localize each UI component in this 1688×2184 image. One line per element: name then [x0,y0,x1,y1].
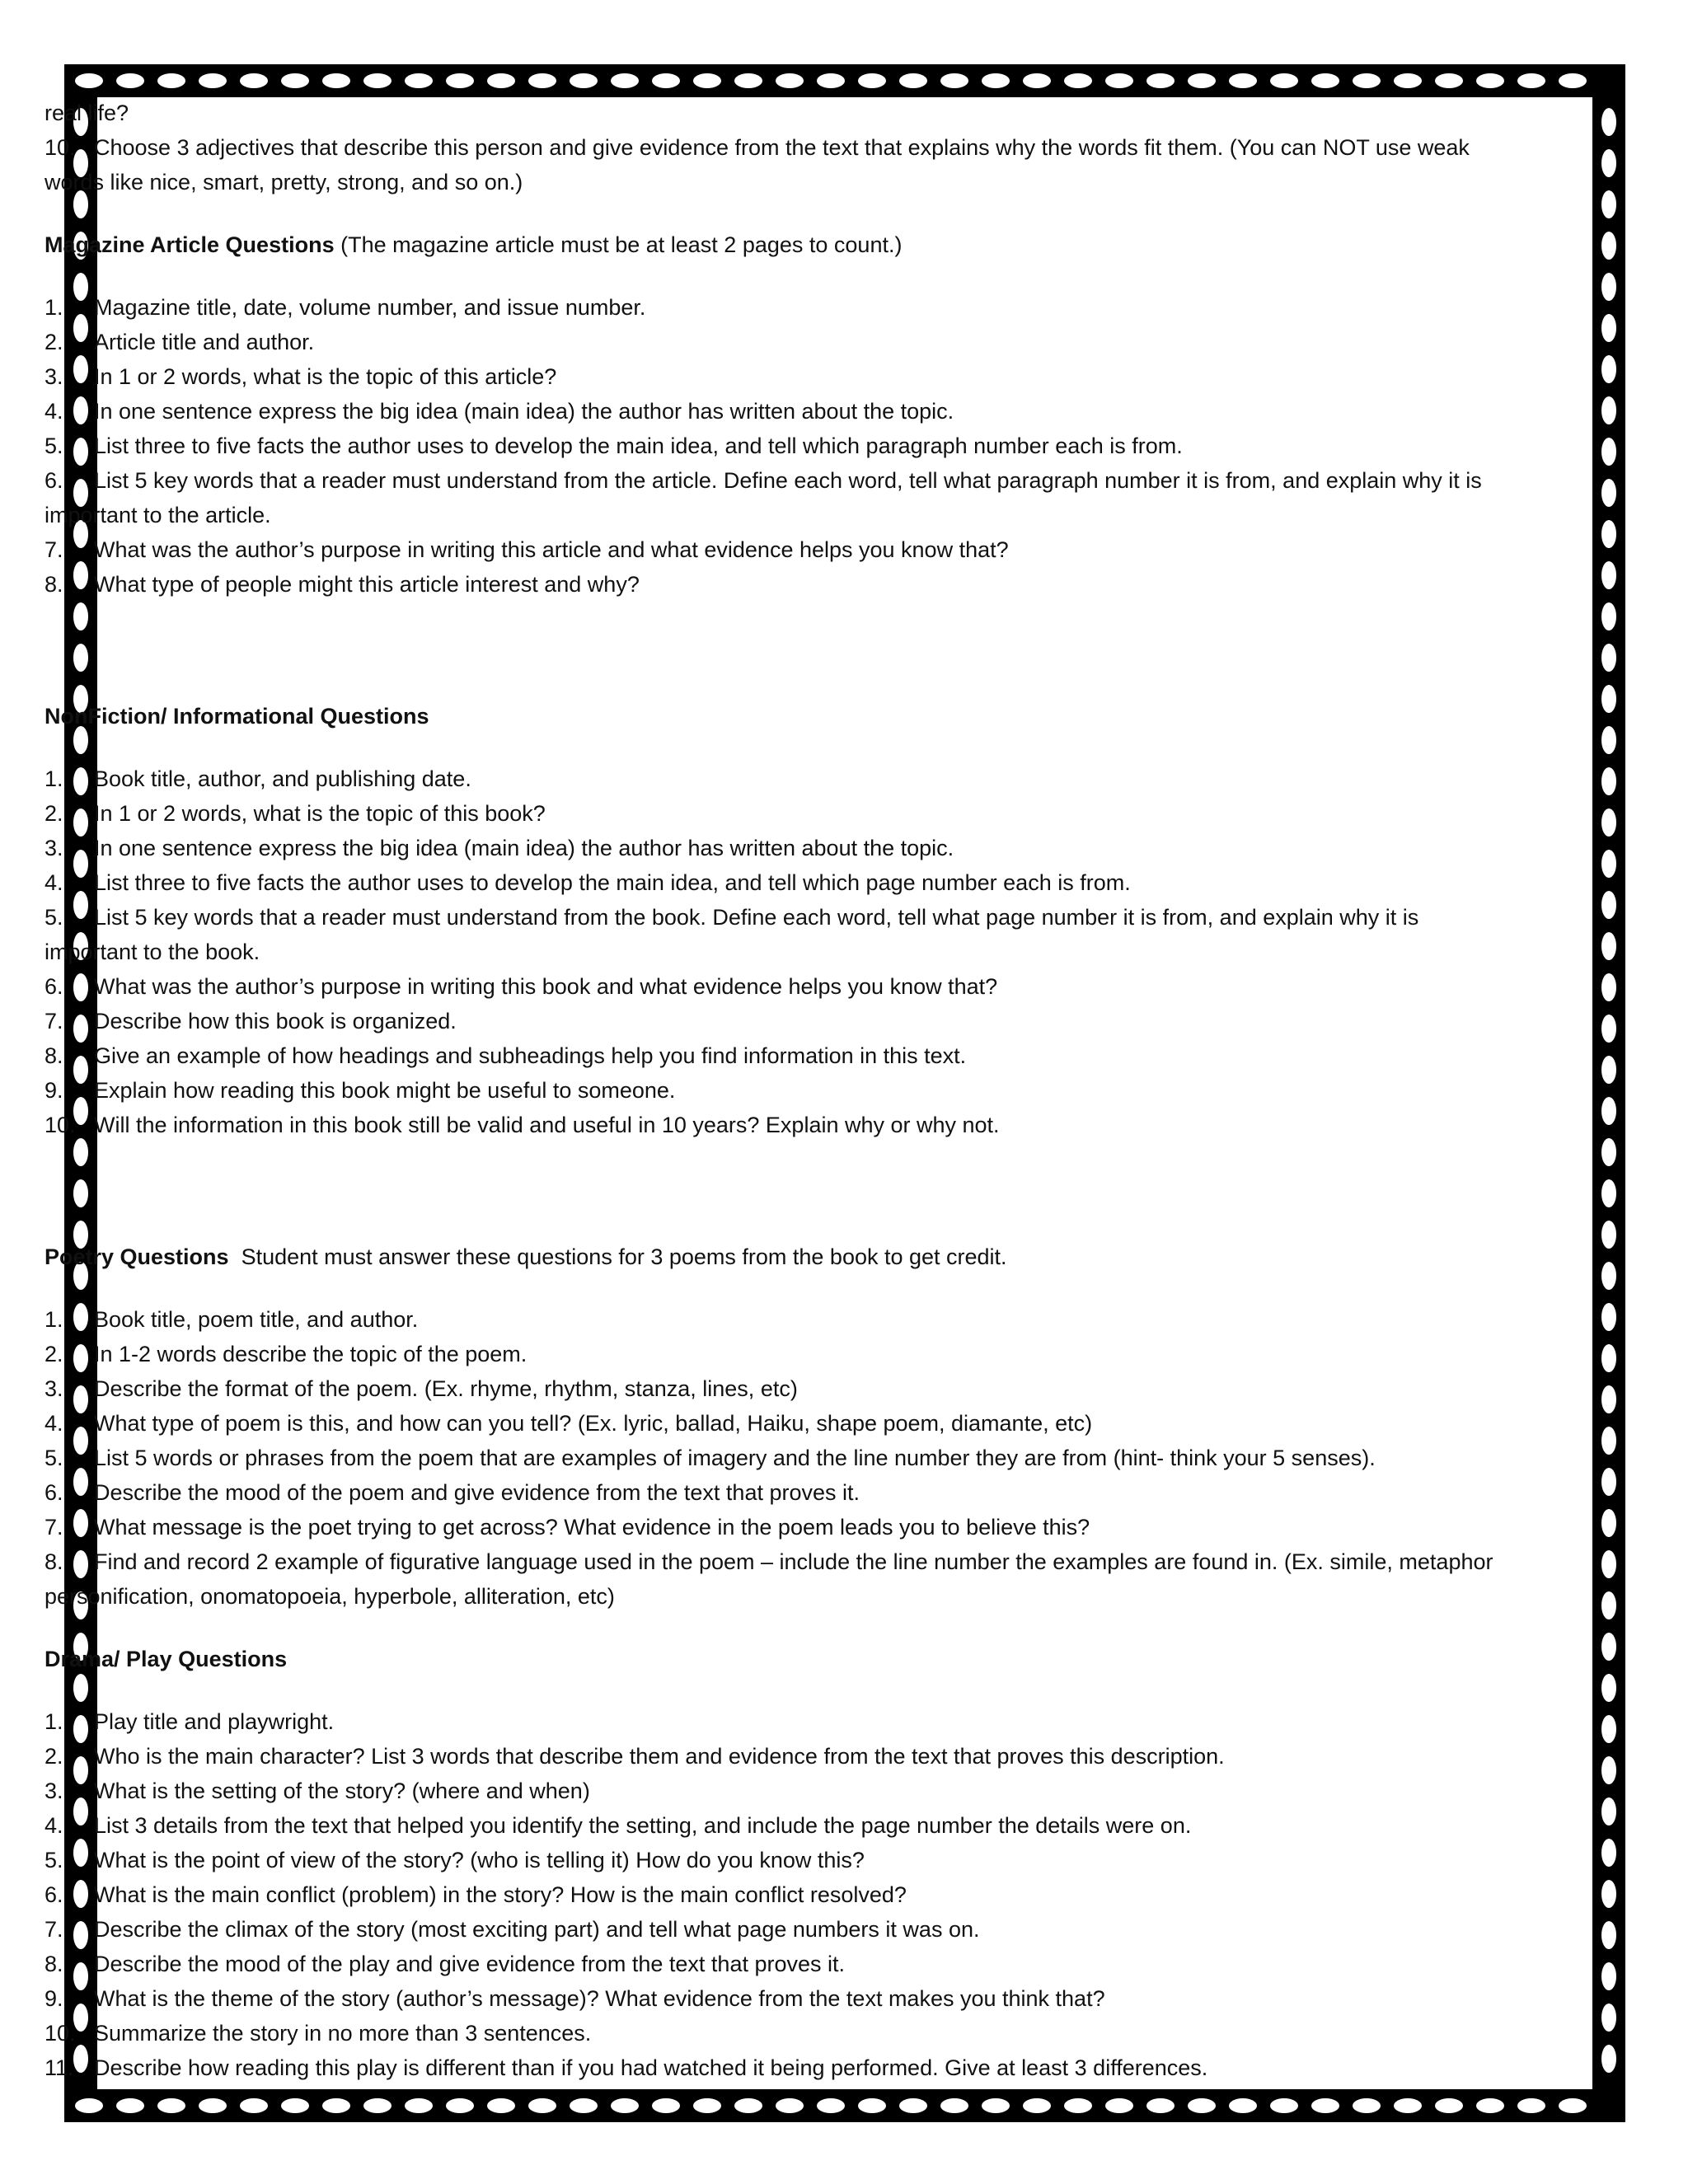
question-number: 10. [45,2021,76,2046]
border-oval [1146,73,1175,88]
question-item [45,1337,1594,1371]
border-oval [1476,2098,1504,2113]
border-oval [487,73,515,88]
question-item [45,1441,1594,1475]
question-item [45,1038,1594,1073]
magazine-section-heading [45,227,1594,262]
border-oval [693,2098,721,2113]
question-text: In 1-2 words describe the topic of the poem. [94,1342,528,1366]
border-oval [1601,1262,1616,1290]
border-oval [528,73,556,88]
question-text: List three to five facts the author uses to develop the main idea, and tell which paragraph number each is from. [94,434,1183,458]
border-oval [1601,355,1616,383]
section-title: NonFiction/ Informational Questions [45,704,429,729]
border-oval [858,2098,886,2113]
question-item [45,1739,1594,1774]
question-number: 5. [45,1848,63,1872]
border-oval [1601,644,1616,672]
question-text: What type of people might this article interest and why? [94,572,640,597]
worksheet-content [45,96,1594,2085]
question-text: Magazine title, date, volume number, and issue number. [94,295,646,320]
carryover-question-10 [45,130,1594,165]
poetry-question-list [45,1302,1594,1614]
border-oval [75,2098,103,2113]
question-continuation: important to the article. [45,503,271,527]
border-oval [1064,2098,1092,2113]
question-text: What was the author’s purpose in writing this book and what evidence helps you know that? [94,974,998,999]
question-number: 10. [45,1113,76,1137]
border-oval [1601,273,1616,301]
question-item [45,2050,1594,2085]
border-oval [199,2098,227,2113]
border-oval [1601,1880,1616,1908]
question-number: 11. [45,2055,74,2080]
border-oval [1229,2098,1257,2113]
border-oval [817,73,845,88]
border-oval [1601,602,1616,630]
question-text: Article title and author. [94,330,315,354]
poetry-section-heading [45,1240,1594,1274]
border-oval [1601,396,1616,424]
border-oval [1601,520,1616,548]
question-number: 2. [45,801,63,826]
question-item [45,1808,1594,1843]
border-oval [1601,1221,1616,1249]
border-oval [734,2098,762,2113]
question-number: 2. [45,1342,63,1366]
border-oval [940,2098,968,2113]
border-oval [1601,314,1616,342]
border-oval [363,2098,392,2113]
border-oval [405,2098,433,2113]
question-text: Explain how reading this book might be useful to someone. [94,1078,676,1103]
border-oval [240,73,268,88]
border-oval [1601,808,1616,837]
question-text: Who is the main character? List 3 words that describe them and evidence from the text that proves this description. [94,1744,1225,1769]
question-number: 1. [45,295,63,320]
question-item [45,2016,1594,2050]
question-number: 7. [45,1917,63,1942]
question-number: 3. [45,1376,63,1401]
border-oval [1601,685,1616,713]
question-text: List 5 key words that a reader must understand from the book. Define each word, tell what page number it is from, and explain why it is [94,905,1419,930]
border-oval [1394,73,1422,88]
border-oval [1601,1839,1616,1867]
border-oval [1601,1138,1616,1166]
question-number: 5. [45,905,63,930]
question-number: 4. [45,399,63,424]
question-number: 7. [45,537,63,562]
question-text: Book title, poem title, and author. [94,1307,419,1332]
nonfiction-section-heading [45,699,1594,733]
question-item [45,1843,1594,1877]
question-number: 8. [45,1549,63,1574]
question-number: 6. [45,1480,63,1505]
border-oval [157,73,185,88]
border-oval [982,2098,1010,2113]
question-text: List 5 words or phrases from the poem that are examples of imagery and the line number they are from (hint- think your 5 senses). [94,1446,1376,1470]
question-item [45,1947,1594,1981]
border-oval [1601,438,1616,466]
question-number: 8. [45,1043,63,1068]
question-number: 6. [45,468,63,493]
border-oval [1394,2098,1422,2113]
border-oval [322,2098,350,2113]
question-text: Find and record 2 example of figurative language used in the poem – include the line number the examples are found in. (Ex. simile, metaphor [94,1549,1493,1574]
border-oval [75,73,103,88]
question-text: What was the author’s purpose in writing this article and what evidence helps you know that? [94,537,1009,562]
question-text: List 3 details from the text that helped you identify the setting, and include the page number the details were on. [94,1813,1192,1838]
drama-section-heading [45,1642,1594,1676]
question-number: 3. [45,836,63,860]
border-oval [1601,973,1616,1001]
border-oval [1601,1056,1616,1084]
question-number: 4. [45,870,63,895]
border-oval [858,73,886,88]
question-number: 1. [45,1307,63,1332]
magazine-question-list [45,290,1594,602]
border-oval [405,73,433,88]
border-oval [157,2098,185,2113]
question-item [45,532,1594,567]
question-text: Play title and playwright. [94,1709,335,1734]
border-oval [1311,73,1339,88]
question-item [45,394,1594,429]
border-oval [1517,73,1545,88]
question-item [45,796,1594,831]
border-oval [1353,2098,1381,2113]
question-item [45,1371,1594,1406]
border-oval [982,73,1010,88]
border-oval [1229,73,1257,88]
question-continuation: important to the book. [45,940,260,964]
question-item [45,359,1594,394]
border-oval [1601,1715,1616,1743]
border-oval [199,73,227,88]
question-number: 5. [45,434,63,458]
border-oval [734,73,762,88]
nonfiction-question-list [45,762,1594,1142]
border-oval [1559,73,1587,88]
question-text: What is the main conflict (problem) in the story? How is the main conflict resolved? [94,1882,907,1907]
question-text: List three to five facts the author uses to develop the main idea, and tell which page number each is from. [94,870,1131,895]
border-oval [1601,108,1616,136]
border-oval [1601,1962,1616,1990]
question-text: Give an example of how headings and subheadings help you find information in this text. [94,1043,967,1068]
section-title: Magazine Article Questions [45,232,335,257]
border-oval [1435,73,1463,88]
border-oval [1601,190,1616,218]
border-oval [1105,2098,1133,2113]
question-number: 9. [45,1986,63,2011]
question-number: 4. [45,1411,63,1436]
question-item [45,831,1594,865]
border-oval [776,73,804,88]
question-item [45,1510,1594,1544]
question-text: Describe how this book is organized. [94,1009,457,1033]
question-number: 8. [45,1952,63,1976]
border-oval [1188,73,1216,88]
border-oval [1601,2045,1616,2073]
question-item [45,1073,1594,1108]
border-oval [1601,1015,1616,1043]
question-text: Describe the format of the poem. (Ex. rhyme, rhythm, stanza, lines, etc) [94,1376,798,1401]
question-item [45,290,1594,325]
question-text: Describe the mood of the play and give evidence from the text that proves it. [94,1952,845,1976]
question-text: Describe how reading this play is different than if you had watched it being performed. Give at least 3 differences. [94,2055,1208,2080]
border-oval [1601,767,1616,795]
question-number: 6. [45,974,63,999]
border-oval [1353,73,1381,88]
question-item [45,1004,1594,1038]
border-oval [446,2098,474,2113]
question-item [45,567,1594,602]
border-oval [1601,561,1616,589]
question-item [45,1544,1594,1579]
border-oval [1601,891,1616,919]
question-item [45,762,1594,796]
border-oval [363,73,392,88]
border-oval [1601,1921,1616,1949]
question-item [45,1475,1594,1510]
border-oval [1601,232,1616,260]
question-text: List 5 key words that a reader must understand from the article. Define each word, tell what paragraph number it is from, and explain why it is [94,468,1482,493]
question-item [45,1774,1594,1808]
border-oval [570,2098,598,2113]
question-item [45,865,1594,900]
question-item [45,1406,1594,1441]
question-number: 1. [45,766,63,791]
border-oval [1601,1385,1616,1413]
border-oval [1601,479,1616,507]
border-oval [116,2098,144,2113]
border-oval [1601,1303,1616,1331]
section-note: (The magazine article must be at least 2 pages to count.) [334,232,903,257]
border-oval [1601,1674,1616,1702]
border-oval [1601,1797,1616,1825]
border-oval [1559,2098,1587,2113]
border-oval [1023,2098,1051,2113]
section-note: Student must answer these questions for 3 poems from the book to get credit. [228,1244,1007,1269]
question-continuation: personification, onomatopoeia, hyperbole, alliteration, etc) [45,1584,615,1609]
border-oval [940,73,968,88]
border-oval [487,2098,515,2113]
question-item [45,1704,1594,1739]
drama-question-list [45,1704,1594,2085]
border-oval [1270,73,1298,88]
question-text: Describe the mood of the poem and give evidence from the text that proves it. [94,1480,860,1505]
border-oval [1601,726,1616,754]
question-continuation: words like nice, smart, pretty, strong, and so on.) [45,170,523,194]
border-oval [1476,73,1504,88]
question-text: Book title, author, and publishing date. [94,766,471,791]
border-oval [1188,2098,1216,2113]
border-oval [1146,2098,1175,2113]
section-title: Drama/ Play Questions [45,1647,288,1671]
question-number: 7. [45,1515,63,1540]
border-oval [693,73,721,88]
border-oval [281,73,309,88]
border-oval [1601,1344,1616,1372]
border-oval [1601,1468,1616,1496]
border-oval [1601,1756,1616,1784]
question-item [45,900,1594,935]
border-oval [528,2098,556,2113]
question-text: Choose 3 adjectives that describe this person and give evidence from the text that explains why the words fit them. (You can NOT use weak [94,135,1470,160]
question-number: 6. [45,1882,63,1907]
question-text: What type of poem is this, and how can you tell? (Ex. lyric, ballad, Haiku, shape poem, diamante, etc) [94,1411,1093,1436]
question-item [45,1108,1594,1142]
question-number: 7. [45,1009,63,1033]
border-oval [116,73,144,88]
question-item [45,969,1594,1004]
section-title: Poetry Questions [45,1244,229,1269]
border-oval [1023,73,1051,88]
border-oval [1517,2098,1545,2113]
question-text: What is the theme of the story (author’s message)? What evidence from the text makes you think that? [94,1986,1105,2011]
question-text: In 1 or 2 words, what is the topic of this book? [94,801,546,826]
border-oval [281,2098,309,2113]
border-oval [652,73,680,88]
question-number: 8. [45,572,63,597]
border-oval [1601,1427,1616,1455]
border-oval [1601,1097,1616,1125]
border-oval [1270,2098,1298,2113]
border-oval [899,2098,927,2113]
question-number: 3. [45,1779,63,1803]
question-number: 9. [45,1078,63,1103]
border-oval [611,73,639,88]
border-oval [1601,850,1616,878]
border-oval [322,73,350,88]
border-oval [1105,73,1133,88]
question-item [45,325,1594,359]
border-oval [446,73,474,88]
question-number: 1. [45,1709,63,1734]
border-oval [1601,1550,1616,1578]
carryover-line: real life? [45,101,129,125]
border-oval [240,2098,268,2113]
border-oval [1435,2098,1463,2113]
question-text: In one sentence express the big idea (main idea) the author has written about the topic. [94,399,954,424]
border-oval [1601,1591,1616,1619]
question-item [45,1981,1594,2016]
question-number: 2. [45,1744,63,1769]
question-text: What message is the poet trying to get across? What evidence in the poem leads you to believe this? [94,1515,1090,1540]
border-oval [1601,1633,1616,1661]
border-oval [1601,149,1616,177]
question-item [45,429,1594,463]
border-oval [1064,73,1092,88]
question-number: 5. [45,1446,63,1470]
border-oval [817,2098,845,2113]
border-oval [1601,932,1616,960]
border-oval [1601,1509,1616,1537]
question-item [45,1302,1594,1337]
question-number: 10. [45,135,76,160]
question-number: 4. [45,1813,63,1838]
question-text: In one sentence express the big idea (main idea) the author has written about the topic. [94,836,954,860]
question-text: In 1 or 2 words, what is the topic of this article? [94,364,557,389]
border-oval [1601,1179,1616,1207]
border-oval [899,73,927,88]
border-oval [652,2098,680,2113]
border-oval [570,73,598,88]
question-item [45,1877,1594,1912]
question-text: Will the information in this book still be valid and useful in 10 years? Explain why or why not. [94,1113,1000,1137]
question-text: What is the setting of the story? (where and when) [94,1779,590,1803]
border-oval [611,2098,639,2113]
question-item [45,463,1594,498]
border-oval [776,2098,804,2113]
question-text: What is the point of view of the story? (who is telling it) How do you know this? [94,1848,865,1872]
question-number: 3. [45,364,63,389]
border-oval [1601,2004,1616,2032]
question-item [45,1912,1594,1947]
question-text: Summarize the story in no more than 3 sentences. [94,2021,592,2046]
border-oval [1311,2098,1339,2113]
question-number: 2. [45,330,63,354]
question-text: Describe the climax of the story (most exciting part) and tell what page numbers it was on. [94,1917,980,1942]
